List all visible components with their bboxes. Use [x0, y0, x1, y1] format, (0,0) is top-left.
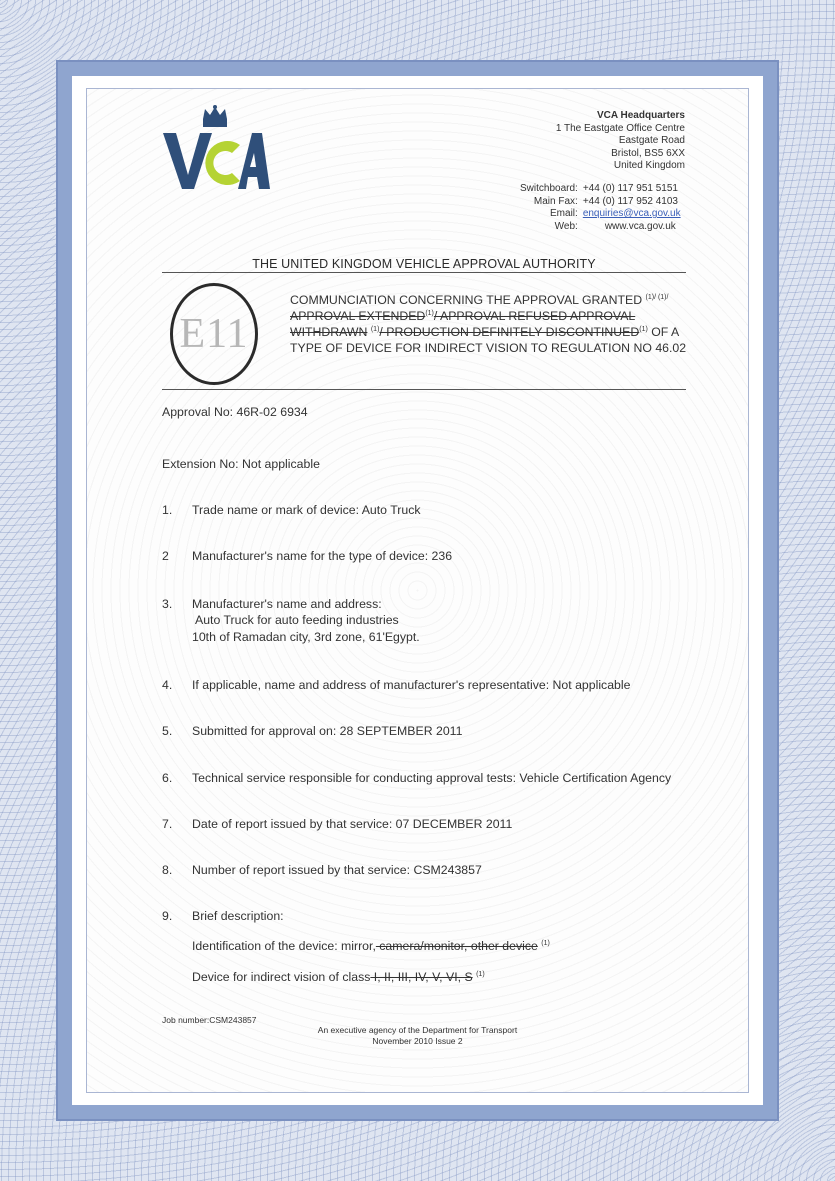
e-mark-text: E11: [179, 311, 249, 357]
class-text: Device for indirect vision of class: [192, 970, 371, 984]
item-number: 2: [162, 549, 169, 563]
address-line: Auto Truck for auto feeding industries: [195, 613, 399, 627]
web-label: Web:: [554, 220, 578, 232]
footnote-ref: (1)/ (1)/: [645, 293, 669, 301]
item-number: 3.: [162, 597, 173, 611]
address-line: 1 The Eastgate Office Centre: [555, 122, 685, 134]
fax-label: Main Fax:: [533, 195, 578, 207]
item-representative: If applicable, name and address of manufacturer's representative: Not applicable: [192, 678, 631, 692]
agency-line: An executive agency of the Department for Transport: [317, 1025, 518, 1035]
web-value: www.vca.gov.uk: [604, 220, 676, 232]
struck-text: / APPROVAL REFUSED APPROVAL WITHDRAWN: [290, 309, 636, 339]
footnote-ref: (1): [425, 309, 434, 317]
struck-text: I, II, III, IV, V, VI, S: [370, 970, 473, 984]
switchboard-value: +44 (0) 117 951 5151: [582, 183, 678, 194]
footnote-ref: (1): [639, 325, 648, 333]
item-manufacturer-address-label: Manufacturer's name and address:: [192, 597, 382, 611]
approval-number: Approval No: 46R-02 6934: [162, 405, 308, 419]
contact-details: [520, 183, 681, 233]
item-submitted-date: Submitted for approval on: 28 SEPTEMBER 2011: [192, 724, 463, 738]
comm-text: OF A TYPE OF DEVICE FOR INDIRECT VISION TO REGULATION NO 46.02: [290, 325, 687, 355]
item-number: 8.: [162, 863, 173, 877]
item-number: 6.: [162, 771, 173, 785]
item-technical-service: Technical service responsible for conducting approval tests: Vehicle Certification Agency: [192, 771, 672, 785]
item-brief-description: Brief description:: [192, 909, 284, 923]
struck-text: / PRODUCTION DEFINITELY DISCONTINUED: [379, 325, 640, 339]
address-line: Bristol, BS5 6XX: [611, 147, 685, 159]
item-report-number: Number of report issued by that service: CSM243857: [192, 863, 482, 877]
agency-footer: [0, 1025, 835, 1047]
item-number: 7.: [162, 817, 173, 831]
address-line: Eastgate Road: [618, 135, 685, 146]
item-report-date: Date of report issued by that service: 07 DECEMBER 2011: [192, 817, 513, 831]
item-number: 4.: [162, 678, 173, 692]
email-label: Email:: [550, 208, 578, 219]
class-line: [192, 970, 485, 984]
item-number: 5.: [162, 724, 173, 738]
footnote-ref: (1): [541, 939, 550, 947]
email-link[interactable]: enquiries@vca.gov.uk: [582, 208, 681, 219]
headquarters-address: [556, 110, 685, 173]
communication-heading: [290, 292, 690, 356]
divider: [162, 272, 686, 273]
issue-line: November 2010 Issue 2: [372, 1036, 463, 1046]
footnote-ref: (1): [476, 970, 485, 978]
comm-text: COMMUNCIATION CONCERNING THE APPROVAL GRANTED: [290, 293, 646, 307]
job-number: Job number:CSM243857: [162, 1015, 257, 1025]
identification-line: [192, 939, 550, 953]
footnote-ref: (1): [370, 325, 380, 333]
switchboard-label: Switchboard:: [520, 183, 578, 194]
e-mark-circle: [170, 283, 258, 385]
item-number: 9.: [162, 909, 173, 923]
hq-title: VCA Headquarters: [597, 110, 685, 121]
item-number: 1.: [162, 503, 173, 517]
extension-number: Extension No: Not applicable: [162, 457, 320, 471]
authority-title: THE UNITED KINGDOM VEHICLE APPROVAL AUTHORITY: [252, 257, 596, 271]
item-trade-name: Trade name or mark of device: Auto Truck: [192, 503, 421, 517]
identification-text: Identification of the device: mirror,: [192, 939, 376, 953]
struck-text: camera/monitor, other device: [375, 939, 538, 953]
crown-icon: [203, 105, 227, 127]
address-line: United Kingdom: [613, 160, 685, 171]
struck-text: APPROVAL EXTENDED: [290, 309, 426, 323]
item-manufacturer-type-name: Manufacturer's name for the type of device: 236: [192, 549, 453, 563]
divider: [162, 389, 686, 390]
address-line: 10th of Ramadan city, 3rd zone, 61'Egypt.: [192, 630, 420, 644]
fax-value: +44 (0) 117 952 4103: [582, 195, 678, 207]
vca-logo: [160, 105, 270, 193]
